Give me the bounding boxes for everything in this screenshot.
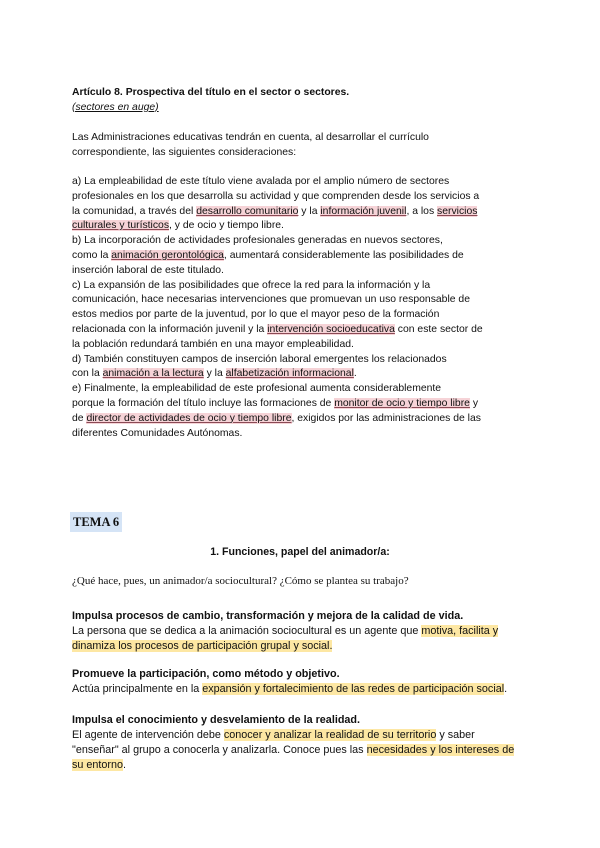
text: , exigidos por las administraciones de las [291, 412, 481, 424]
section-1-heading: Impulsa procesos de cambio, transformación y mejora de la calidad de vida. [72, 610, 464, 622]
question-line: ¿Qué hace, pues, un animador/a sociocultural? ¿Cómo se plantea su trabajo? [72, 575, 409, 587]
intro-line: Las Administraciones educativas tendrán en cuenta, al desarrollar el currículo [72, 132, 429, 143]
text: "enseñar" al grupo a conocerla y analizarla. Conoce pues las [72, 744, 367, 756]
text: porque la formación del título incluye las formaciones de [72, 397, 335, 409]
highlight: director de actividades de ocio y tiempo libre [86, 412, 292, 424]
text: la comunidad, a través del [72, 205, 197, 217]
point-c-line [72, 323, 542, 338]
point-c-line: c) La expansión de las posibilidades que ofrece la red para la información y la [72, 279, 431, 291]
article-intro [72, 131, 542, 161]
point-d-line: d) También constituyen campos de inserción laboral emergentes los relacionados [72, 353, 447, 365]
highlight: monitor de ocio y tiempo libre [334, 397, 470, 409]
highlight: alfabetización informacional [225, 368, 354, 380]
text: . [504, 683, 508, 695]
section-2-heading: Promueve la participación, como método y objetivo. [72, 668, 340, 680]
text: como la [72, 249, 112, 261]
text: y saber [436, 729, 475, 741]
point-b-line: b) La incorporación de actividades profesionales generadas en nuevos sectores, [72, 235, 443, 247]
point-e-line [72, 397, 542, 412]
section-2-line [72, 682, 542, 697]
highlight: motiva, facilita y [421, 625, 499, 637]
text: . [123, 759, 127, 771]
highlight: animación gerontológica [111, 249, 224, 261]
text: relacionada con la información juvenil y la [72, 323, 268, 335]
point-b-line: inserción laboral de este titulado. [72, 264, 224, 276]
text: de [72, 412, 87, 424]
text: La persona que se dedica a la animación sociocultural es un agente que [72, 625, 422, 637]
article-subtitle: (sectores en auge) [72, 101, 159, 113]
point-b-line [72, 249, 542, 264]
point-c-line: la población redundará también en una mayor empleabilidad. [72, 338, 354, 350]
point-d-line [72, 367, 542, 382]
section-3-heading: Impulsa el conocimiento y desvelamiento de la realidad. [72, 714, 361, 726]
point-e-line [72, 412, 542, 427]
text: y la [203, 368, 226, 380]
point-c-line: estos medios por parte de la juventud, por lo que el mayor peso de la formación [72, 309, 440, 321]
highlight: intervención socioeducativa [267, 323, 395, 335]
section-3 [72, 713, 542, 773]
highlight: conocer y analizar la realidad de su territorio [223, 729, 437, 741]
point-a-line [72, 205, 542, 220]
point-a-line: profesionales en los que desarrolla su actividad y que comprenden desde los servicios a [72, 190, 480, 202]
text: con este sector de [394, 323, 483, 335]
highlight: servicios [437, 205, 478, 217]
point-e-line: diferentes Comunidades Autónomas. [72, 427, 243, 439]
section-1 [72, 609, 542, 654]
article-points [72, 175, 542, 441]
point-a-line [72, 219, 542, 234]
section-1-line [72, 639, 542, 654]
tema-label: TEMA 6 [70, 512, 122, 532]
highlight: desarrollo comunitario [196, 205, 299, 217]
section-1-line [72, 624, 542, 639]
section-3-line [72, 758, 542, 773]
article-heading [72, 86, 542, 116]
section-title: 1. Funciones, papel del animador/a: [210, 546, 390, 558]
highlight: información juvenil [320, 205, 407, 217]
highlight: animación a la lectura [102, 368, 204, 380]
intro-line: correspondiente, las siguientes consideraciones: [72, 146, 297, 158]
text: . [353, 368, 357, 380]
highlight: dinamiza los procesos de participación grupal y social. [72, 640, 333, 652]
point-a-line: a) La empleabilidad de este título viene avalada por el amplio número de sectores [72, 176, 450, 187]
highlight: su entorno [72, 759, 124, 771]
section-3-line [72, 743, 542, 758]
text: , y de ocio y tiempo libre. [169, 220, 284, 232]
point-c-line: comunicación, hace necesarias intervenciones que promuevan un uso responsable de [72, 294, 470, 306]
text: El agente de intervención debe [72, 729, 224, 741]
text: Actúa principalmente en la [72, 683, 203, 695]
section-2 [72, 667, 542, 697]
highlight: expansión y fortalecimiento de las redes de participación social [202, 683, 505, 695]
text: , a los [406, 205, 438, 217]
highlight: culturales y turísticos [72, 220, 170, 232]
article-title: Artículo 8. Prospectiva del título en el sector o sectores. [72, 87, 350, 98]
section-3-line [72, 728, 542, 743]
text: y la [298, 205, 321, 217]
text: y [469, 397, 479, 409]
text: , aumentará considerablemente las posibilidades de [223, 249, 464, 261]
text: con la [72, 368, 103, 380]
highlight: necesidades y los intereses de [366, 744, 515, 756]
point-e-line: e) Finalmente, la empleabilidad de este profesional aumenta considerablemente [72, 383, 442, 395]
